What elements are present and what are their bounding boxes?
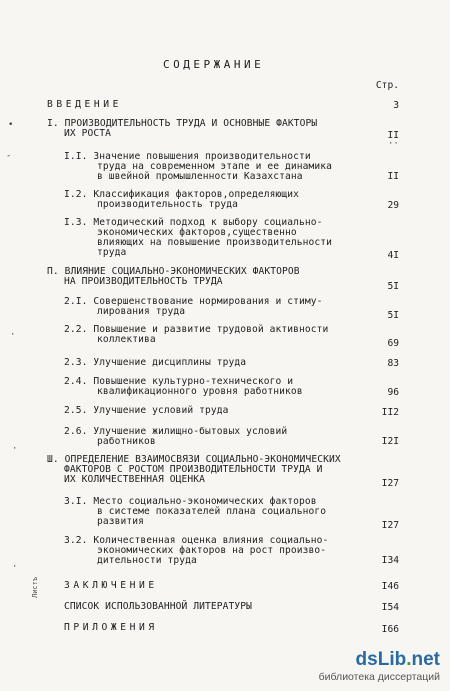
watermark-logo: dsLib.net	[355, 649, 440, 670]
toc-page-number: 83	[387, 358, 399, 369]
scan-mark: ··	[388, 139, 399, 149]
toc-chapter-3-line: ИХ КОЛИЧЕСТВЕННАЯ ОЦЕНКА	[64, 474, 206, 485]
toc-chapter-2-line: НА ПРОИЗВОДИТЕЛЬНОСТЬ ТРУДА	[64, 276, 223, 287]
toc-section-3-1-line: в системе показателей плана социального	[97, 506, 327, 517]
toc-chapter-3-line: ФАКТОРОВ С РОСТОМ ПРОИЗВОДИТЕЛЬНОСТИ ТРУДА И	[64, 464, 323, 475]
toc-entry-intro: ВВЕДЕНИЕ	[47, 99, 123, 110]
toc-page-number: 69	[387, 338, 399, 349]
toc-section-2-3-line: 2.3. Улучшение дисциплины труда	[64, 357, 247, 368]
scan-mark: ·	[12, 562, 18, 572]
toc-section-2-2-line: коллектива	[97, 334, 156, 345]
scan-mark: ·	[10, 330, 16, 340]
toc-section-1-3-line: I.3. Методический подход к выбору социально-	[64, 217, 323, 228]
toc-section-1-3-line: влияющих на повышение производительности	[97, 237, 333, 248]
toc-title: СОДЕРЖАНИЕ	[163, 58, 265, 71]
toc-section-1-3-line: труда	[97, 247, 127, 258]
toc-section-2-2-line: 2.2. Повышение и развитие трудовой активности	[64, 324, 329, 335]
toc-section-2-1-line: 2.I. Совершенствование нормирования и стиму-	[64, 296, 323, 307]
toc-section-2-4-line: 2.4. Повышение культурно-технического и	[64, 376, 294, 387]
toc-page-number: II	[387, 130, 399, 141]
toc-entry-appendices: ПРИЛОЖЕНИЯ	[64, 622, 158, 633]
toc-page-number: 96	[387, 387, 399, 398]
watermark	[319, 650, 440, 683]
toc-section-2-5-line: 2.5. Улучшение условий труда	[64, 405, 229, 416]
toc-section-3-2-line: экономических факторов на рост произво-	[97, 545, 327, 556]
toc-page-number: 29	[387, 200, 399, 211]
page-column-header: Стр.	[375, 80, 399, 91]
toc-chapter-1-line: I. ПРОИЗВОДИТЕЛЬНОСТЬ ТРУДА И ОСНОВНЫЕ ФАКТОРЫ	[47, 118, 318, 129]
toc-page-number: I54	[381, 602, 399, 613]
scan-mark: -	[6, 151, 12, 161]
toc-section-3-1-line: развития	[97, 516, 145, 527]
toc-section-3-2-line: дительности труда	[97, 555, 197, 566]
toc-section-2-6-line: работников	[97, 436, 156, 447]
toc-section-3-1-line: 3.I. Место социально-экономических факторов	[64, 496, 317, 507]
toc-section-2-6-line: 2.6. Улучшение жилищно-бытовых условий	[64, 426, 288, 437]
toc-entry-bibliography: СПИСОК ИСПОЛЬЗОВАННОЙ ЛИТЕРАТУРЫ	[64, 601, 253, 612]
toc-section-1-1-line: труда на современном этапе и ее динамика	[97, 161, 333, 172]
toc-section-1-2-line: производительность труда	[97, 199, 239, 210]
toc-page-number: 3	[393, 100, 399, 111]
toc-page-number: I27	[381, 520, 399, 531]
toc-chapter-1-line: ИХ РОСТА	[64, 128, 112, 139]
toc-page-number: I2I	[381, 436, 399, 447]
scan-mark: •	[8, 120, 14, 130]
margin-note: Листъ	[31, 576, 39, 598]
toc-page-number: I27	[381, 478, 399, 489]
toc-page-number: 4I	[387, 250, 399, 261]
toc-page-number: I34	[381, 555, 399, 566]
toc-section-2-1-line: лирования труда	[97, 306, 186, 317]
watermark-subtitle: библиотека диссертаций	[318, 671, 440, 683]
toc-entry-conclusion: ЗАКЛЮЧЕНИЕ	[64, 580, 158, 591]
toc-page-number: I46	[381, 581, 399, 592]
toc-chapter-3-line: Ш. ОПРЕДЕЛЕНИЕ ВЗАИМОСВЯЗИ СОЦИАЛЬНО-ЭКОНОМИЧЕСКИХ	[47, 454, 341, 465]
toc-section-1-3-line: экономических факторов,существенно	[97, 227, 297, 238]
toc-page-number: II	[387, 171, 399, 182]
toc-section-2-4-line: квалификационного уровня работников	[97, 386, 303, 397]
toc-page-number: 5I	[387, 310, 399, 321]
toc-page-number: II2	[381, 407, 399, 418]
toc-section-3-2-line: 3.2. Количественная оценка влияния социально-	[64, 535, 329, 546]
toc-section-1-2-line: I.2. Классификация факторов,определяющих	[64, 189, 300, 200]
toc-section-1-1-line: I.I. Значение повышения производительности	[64, 151, 311, 162]
toc-section-1-1-line: в швейной промышленности Казахстана	[97, 171, 303, 182]
toc-page-number: I66	[381, 624, 399, 635]
scan-mark: ·	[12, 444, 18, 454]
toc-page-number: 5I	[387, 281, 399, 292]
toc-chapter-2-line: П. ВЛИЯНИЕ СОЦИАЛЬНО-ЭКОНОМИЧЕСКИХ ФАКТОРОВ	[47, 266, 300, 277]
